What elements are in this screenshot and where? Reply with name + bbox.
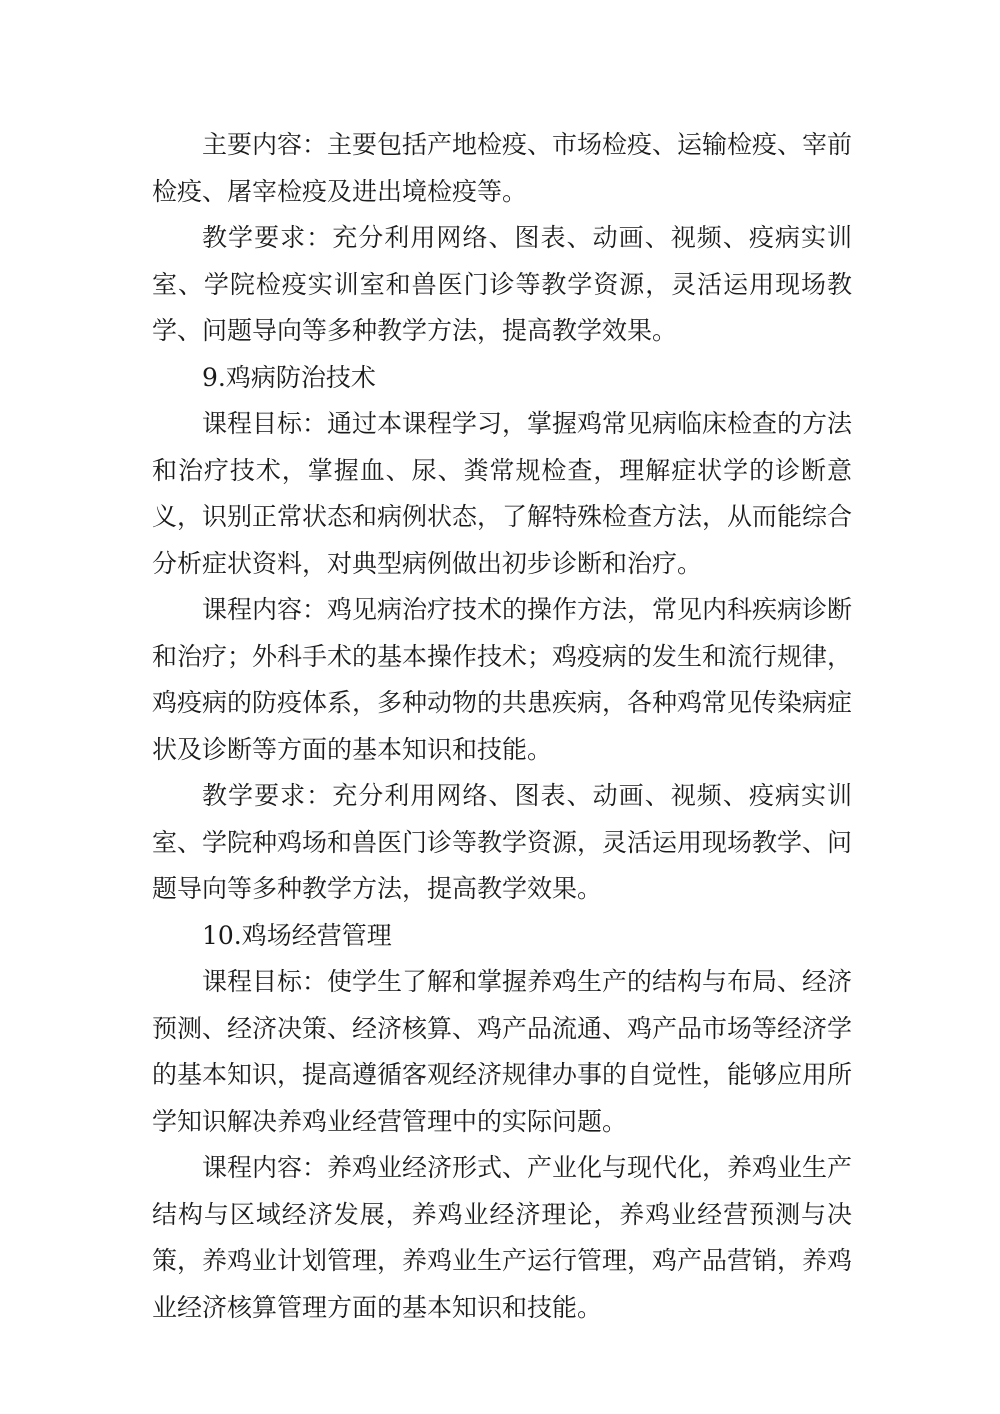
section-heading-chicken-disease: 9.鸡病防治技术	[202, 362, 376, 392]
document-body	[152, 122, 852, 1331]
paragraph-teaching-requirements-disease: 教学要求：充分利用网络、图表、动画、视频、疫病实训室、学院种鸡场和兽医门诊等教学资源，灵活运用现场教学、问题导向等多种教学方法，提高教学效果。	[152, 781, 853, 903]
paragraph-teaching-requirements-quarantine: 教学要求：充分利用网络、图表、动画、视频、疫病实训室、学院检疫实训室和兽医门诊等教学资源，灵活运用现场教学、问题导向等多种教学方法，提高教学效果。	[152, 223, 852, 345]
paragraph-course-content-management: 课程内容：养鸡业经济形式、产业化与现代化，养鸡业生产结构与区域经济发展，养鸡业经济理论，养鸡业经营预测与决策，养鸡业计划管理，养鸡业生产运行管理，鸡产品营销，养鸡业经济核算管理方面的基本知识和技能。	[152, 1153, 853, 1322]
paragraph-course-content-disease: 课程内容：鸡见病治疗技术的操作方法，常见内科疾病诊断和治疗；外科手术的基本操作技术；鸡疫病的发生和流行规律，鸡疫病的防疫体系，多种动物的共患疾病，各种鸡常见传染病症状及诊断等方面的基本知识和技能。	[152, 595, 853, 764]
section-heading-farm-management: 10.鸡场经营管理	[202, 920, 392, 950]
paragraph-course-objectives-disease: 课程目标：通过本课程学习，掌握鸡常见病临床检查的方法和治疗技术，掌握血、尿、粪常规检查，理解症状学的诊断意义，识别正常状态和病例状态，了解特殊检查方法，从而能综合分析症状资料，对典型病例做出初步诊断和治疗。	[152, 409, 853, 578]
paragraph-main-content: 主要内容：主要包括产地检疫、市场检疫、运输检疫、宰前检疫、屠宰检疫及进出境检疫等。	[152, 130, 853, 206]
paragraph-course-objectives-management: 课程目标：使学生了解和掌握养鸡生产的结构与布局、经济预测、经济决策、经济核算、鸡产品流通、鸡产品市场等经济学的基本知识，提高遵循客观经济规律办事的自觉性，能够应用所学知识解决养鸡业经营管理中的实际问题。	[152, 967, 853, 1136]
